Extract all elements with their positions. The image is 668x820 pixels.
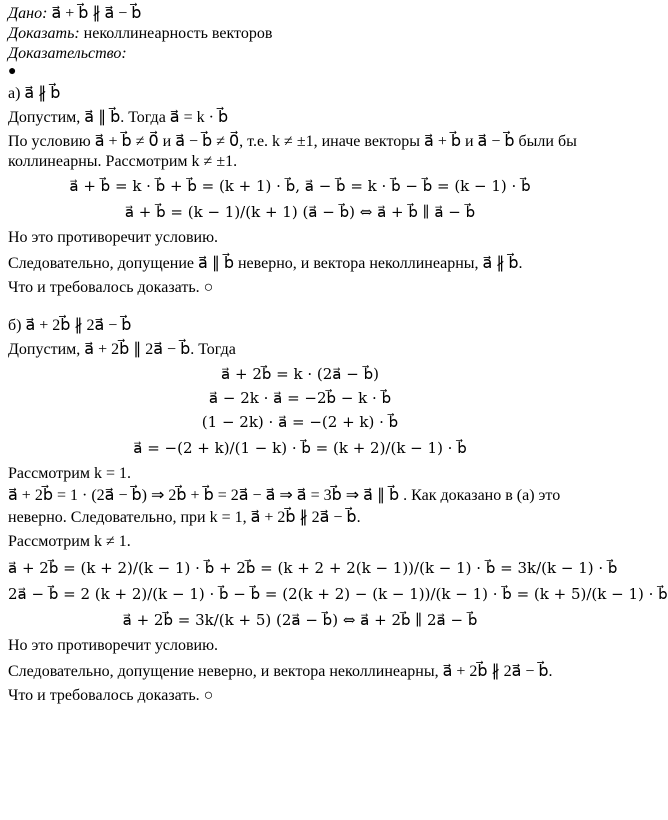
part-a-contradiction: Но это противоречит условию. — [8, 229, 219, 246]
part-b-assume: Допустим, a⃗ + 2b⃗ ∥ 2a⃗ − b⃗. Тогда — [8, 341, 236, 358]
part-b-equation-5: a⃗ + 2b⃗ = (k + 2)/(k − 1) · b⃗ + 2b⃗ = (k + 2 + 2(k − 1))/(k − 1) · b⃗ = 3k/(k − 1) · b⃗ — [8, 559, 618, 577]
part-b-consider-k-not-1: Рассмотрим k ≠ 1. — [8, 533, 131, 550]
prove-text: неколлинеарность векторов — [79, 25, 273, 42]
part-b-equation-6: 2a⃗ − b⃗ = 2 (k + 2)/(k − 1) · b⃗ − b⃗ = (2(k + 2) − (k − 1))/(k − 1) · b⃗ = (k + 5)/(k − 1) · b⃗ — [8, 585, 668, 603]
part-b-consider-k-equals-1: Рассмотрим k = 1. — [8, 465, 132, 482]
part-a-title: а) a⃗ ∦ b⃗ — [8, 85, 61, 102]
part-b-conclusion: Следовательно, допущение неверно, и вектора неколлинеарны, a⃗ + 2b⃗ ∦ 2a⃗ − b⃗. — [8, 663, 553, 680]
section-gap — [8, 298, 592, 316]
part-a-condition-line-1: По условию a⃗ + b⃗ ≠ 0⃗ и a⃗ − b⃗ ≠ 0⃗, т.е. k ≠ ±1, иначе векторы a⃗ + b⃗ и a⃗ − b⃗ были бы — [8, 133, 577, 150]
part-a-assume: Допустим, a⃗ ∥ b⃗. Тогда a⃗ = k · b⃗ — [8, 109, 229, 126]
part-b-qed: Что и требовалось доказать. ○ — [8, 687, 214, 704]
part-a-conclusion: Следовательно, допущение a⃗ ∥ b⃗ неверно, и вектора неколлинеарны, a⃗ ∦ b⃗. — [8, 255, 523, 272]
part-b-equation-2: a⃗ − 2k · a⃗ = −2b⃗ − k · b⃗ — [208, 389, 392, 407]
part-b-case-1-line-1: a⃗ + 2b⃗ = 1 · (2a⃗ − b⃗) ⇒ 2b⃗ + b⃗ = 2a⃗ − a⃗ ⇒ a⃗ = 3b⃗ ⇒ a⃗ ∥ b⃗ . Как доказано в (а) это — [8, 487, 561, 504]
part-a-qed: Что и требовалось доказать. ○ — [8, 279, 214, 296]
given-line — [8, 4, 592, 24]
given-label: Дано: — [8, 5, 48, 22]
proof-label: Доказательство: — [8, 45, 127, 62]
part-b-equation-3: (1 − 2k) · a⃗ = −(2 + k) · b⃗ — [201, 413, 399, 431]
part-b-equation-7: a⃗ + 2b⃗ = 3k/(k + 5) (2a⃗ − b⃗) ⇔ a⃗ + 2b⃗ ∥ 2a⃗ − b⃗ — [122, 611, 478, 629]
prove-line — [8, 24, 592, 44]
part-b-contradiction: Но это противоречит условию. — [8, 637, 219, 654]
part-a-equation-2: a⃗ + b⃗ = (k − 1)/(k + 1) (a⃗ − b⃗) ⇔ a⃗ + b⃗ ∥ a⃗ − b⃗ — [124, 203, 476, 221]
part-b-title: б) a⃗ + 2b⃗ ∦ 2a⃗ − b⃗ — [8, 317, 132, 334]
part-b-equation-4: a⃗ = −(2 + k)/(1 − k) · b⃗ = (k + 2)/(k − 1) · b⃗ — [133, 439, 467, 457]
part-b-equation-1: a⃗ + 2b⃗ = k · (2a⃗ − b⃗) — [221, 365, 379, 383]
part-a-condition-line-2: коллинеарны. Рассмотрим k ≠ ±1. — [8, 153, 238, 170]
given-expression: a⃗ + b⃗ ∦ a⃗ − b⃗ — [47, 5, 142, 22]
bullet: ● — [8, 64, 17, 79]
part-b-case-1-line-2: неверно. Следовательно, при k = 1, a⃗ + 2b⃗ ∦ 2a⃗ − b⃗. — [8, 509, 361, 526]
proof-document — [8, 4, 668, 706]
part-a-equation-1: a⃗ + b⃗ = k · b⃗ + b⃗ = (k + 1) · b⃗, a⃗ − b⃗ = k · b⃗ − b⃗ = (k − 1) · b⃗ — [69, 177, 531, 195]
prove-label: Доказать: — [8, 25, 80, 42]
